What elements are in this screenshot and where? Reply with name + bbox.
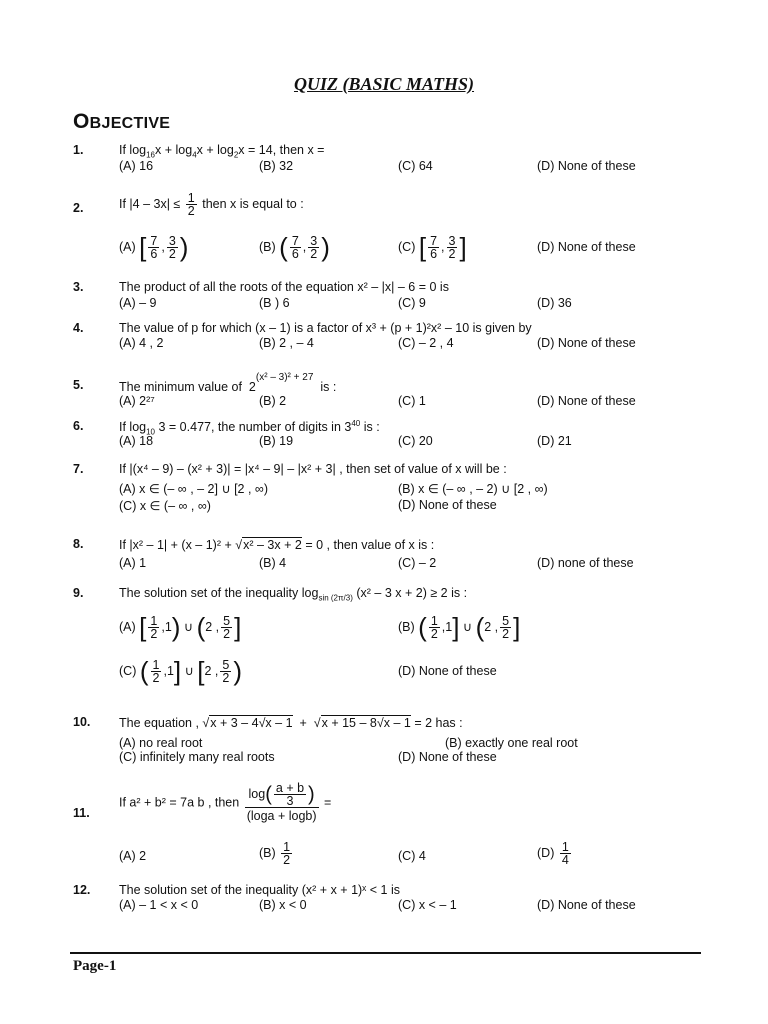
option-b: (B) 19 (259, 434, 294, 448)
option-d: (D) None of these (537, 898, 636, 912)
option-a: (A) 4 , 2 (119, 336, 164, 350)
option-a: (A) [ $\frac{7}{6}$ , $\frac{3}{2}$ ) (119, 232, 189, 262)
option-b: (B) ( $\frac{7}{6}$ , $\frac{3}{2}$ ) (259, 232, 330, 262)
option-d: (D) None of these (398, 498, 497, 512)
option-c: (C) infinitely many real roots (119, 750, 275, 764)
question-text: If |4 – 3x| ≤ $\frac{1}{2}$ then x is equal to : (119, 191, 304, 218)
option-a: (A) 2 (119, 849, 147, 863)
option-c: (C) 20 (398, 434, 433, 448)
option-c: (C) – 2 (398, 556, 437, 570)
question-text: The product of all the roots of the equation x² – |x| – 6 = 0 is (119, 280, 449, 294)
option-c: (C) x ∈ (– ∞ , ∞) (119, 499, 211, 513)
option-b: (B) x < 0 (259, 898, 307, 912)
option-c: (C) 9 (398, 296, 426, 310)
option-a: (A) 1 (119, 556, 147, 570)
option-d: (D) None of these (398, 664, 497, 678)
option-d: (D) None of these (537, 336, 636, 350)
option-d: (D) 21 (537, 434, 572, 448)
option-d: (D) 36 (537, 296, 572, 310)
page-title: QUIZ (BASIC MATHS) (293, 74, 475, 94)
option-a: (A) 16 (119, 159, 154, 173)
option-d: (D) None of these (398, 750, 497, 764)
option-b: (B) ( $\frac{1}{2}$ ,1] ∪ (2 , $\frac{5}{2}$ ] (398, 612, 521, 642)
option-b: (B) x ∈ (– ∞ , – 2) ∪ [2 , ∞) (398, 482, 548, 496)
option-b: (B) 2 , – 4 (259, 336, 314, 350)
option-c: (C) [ $\frac{7}{6}$ , $\frac{3}{2}$ ] (398, 232, 467, 262)
option-a: (A) 18 (119, 434, 154, 448)
option-d: (D) None of these (537, 159, 636, 173)
option-d: (D) None of these (537, 240, 636, 254)
option-d: (D) None of these (537, 394, 636, 408)
section-heading: OBJECTIVE (73, 110, 171, 133)
option-b: (B) exactly one real root (445, 736, 578, 750)
question-text: The solution set of the inequality $\log_{sin (2\pi/3)} (x^2 - 3$ x + 2) ≥ 2 is : (119, 586, 468, 603)
option-b: (B) $\frac{1}{2}$ (259, 840, 291, 867)
option-c: (C) 1 (398, 394, 426, 408)
option-a: (A) – 1 < x < 0 (119, 898, 199, 912)
question-text: The solution set of the inequality (x² + x + 1)ˣ < 1 is (119, 883, 400, 897)
question-text: The equation , √x + 3 – 4√x – 1 + √x + 15 – 8√x – 1 = 2 has : (119, 716, 463, 730)
option-b: (B ) 6 (259, 296, 290, 310)
question-text: If |(x⁴ – 9) – (x² + 3)| = |x⁴ – 9| – |x² + 3| , then set of value of x will be : (119, 462, 507, 476)
option-c: (C) – 2 , 4 (398, 336, 454, 350)
option-d: (D) none of these (537, 556, 634, 570)
question-text: The value of p for which (x – 1) is a factor of x³ + (p + 1)²x² – 10 is given by (119, 321, 532, 335)
option-b: (B) 4 (259, 556, 287, 570)
option-a: (A) 2²⁷ (119, 394, 155, 408)
question-text: If $\log_{16}x + \log_4x + \log_2x = 14$, then x = (119, 143, 325, 160)
option-a: (A) no real root (119, 736, 203, 750)
question-text: If $\log_{10} 3 = 0.477$, the number of digits in $3^{40}$ is : (119, 419, 380, 437)
option-d: (D) $\frac{1}{4}$ (537, 840, 569, 867)
footer-divider (70, 952, 701, 954)
option-b: (B) 2 (259, 394, 287, 408)
option-c: (C) 64 (398, 159, 433, 173)
option-c: (C) ( $\frac{1}{2}$ ,1] ∪ [2 , $\frac{5}{2}$ ) (119, 656, 243, 686)
page-number: Page-1 (73, 958, 117, 974)
option-a: (A) [ $\frac{1}{2}$ ,1) ∪ (2 , $\frac{5}{2}$ ] (119, 612, 242, 642)
option-b: (B) 32 (259, 159, 294, 173)
option-a: (A) – 9 (119, 296, 157, 310)
option-c: (C) 4 (398, 849, 426, 863)
option-a: (A) x ∈ (– ∞ , – 2] ∪ [2 , ∞) (119, 482, 268, 496)
option-c: (C) x < – 1 (398, 898, 457, 912)
question-text: If a² + b² = 7a b , then log( $\frac{a + b}{3}$ ) (loga + logb) = (119, 781, 332, 823)
question-text: The minimum value of $2^{(x^2 - 3)^2 + 27}$ is : (119, 372, 337, 395)
question-text: If |x² – 1| + (x – 1)² + √x² – 3x + 2 = 0 , then value of x is : (119, 538, 435, 552)
